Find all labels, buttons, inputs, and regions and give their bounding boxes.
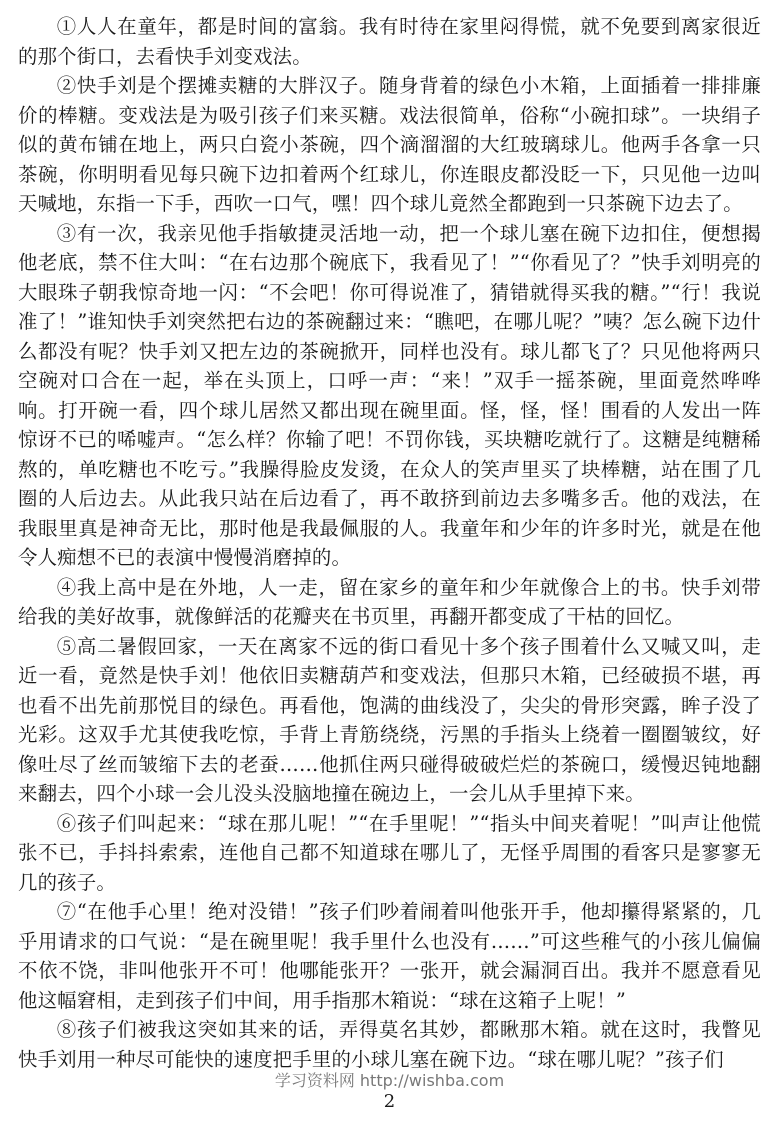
paragraph-1: ①人人在童年，都是时间的富翁。我有时待在家里闷得慌，就不免要到离家很近的那个街口，去看快手刘变戏法。 — [18, 15, 761, 68]
paragraph-3: ③有一次，我亲见他手指敏捷灵活地一动，把一个球儿塞在碗下边扣住，便想揭他老底，禁不住大叫：“在右边那个碗底下，我看见了！”“你看见了？”快手刘明亮的大眼珠子朝我惊奇地一闪：“不会吧！你可得说准了，猜错就得买我的糖。”“行！我说准了！”谁知快手刘突然把右边的茶碗翻过来：“瞧吧，在哪儿呢？”咦？怎么碗下边什么都没有呢？快手刘又把左边的茶碗掀开，同样也没有。球儿都飞了？只见他将两只空碗对口合在一起，举在头顶上，口呼一声：“来！”双手一摇茶碗，里面竟然哗哗响。打开碗一看，四个球儿居然又都出现在碗里面。怪，怪，怪！围看的人发出一阵惊讶不已的唏嘘声。“怎么样？你输了吧！不罚你钱，买块糖吃就行了。这糖是纯糖稀熬的，单吃糖也不吃亏。”我臊得脸皮发烫，在众人的笑声里买了块棒糖，站在围了几圈的人后边去。从此我只站在后边看了，再不敢挤到前边去多嘴多舌。他的戏法，在我眼里真是神奇无比，那时他是我最佩服的人。我童年和少年的许多时光，就是在他令人痴想不已的表演中慢慢消磨掉的。 — [18, 221, 761, 569]
paragraph-5: ⑤高二暑假回家，一天在离家不远的街口看见十多个孩子围着什么又喊又叫，走近一看，竟然是快手刘！他依旧卖糖葫芦和变戏法，但那只木箱，已经破损不堪，再也看不出先前那悦目的绿色。再看他，饱满的曲线没了，尖尖的骨形突露，眸子没了光彩。这双手尤其使我吃惊，手背上青筋绕绕，污黑的手指头上绕着一圈圈皱纹，好像吐尽了丝而皱缩下去的老蚕……他抓住两只碰得破破烂烂的茶碗口，缓慢迟钝地翻来翻去，四个小球一会儿没头没脑地撞在碗边上，一会儿从手里掉下来。 — [18, 634, 761, 805]
paragraph-4: ④我上高中是在外地，人一走，留在家乡的童年和少年就像合上的书。快手刘带给我的美好故事，就像鲜活的花瓣夹在书页里，再翻开都变成了干枯的回忆。 — [18, 575, 761, 628]
paragraph-2: ②快手刘是个摆摊卖糖的大胖汉子。随身背着的绿色小木箱，上面插着一排排廉价的棒糖。变戏法是为吸引孩子们来买糖。戏法很简单，俗称“小碗扣球”。一块绢子似的黄布铺在地上，两只白瓷小茶碗，四个滴溜溜的大红玻璃球儿。他两手各拿一只茶碗，你明明看见每只碗下边扣着两个红球儿，你连眼皮都没眨一下，只见他一边叫天喊地，东指一下手，西吹一口气，嘿！四个球儿竟然全都跑到一只茶碗下边去了。 — [18, 74, 761, 215]
paragraph-8: ⑧孩子们被我这突如其来的话，弄得莫名其妙，都瞅那木箱。就在这时，我瞥见快手刘用一种尽可能快的速度把手里的小球儿塞在碗下边。“球在哪儿呢？”孩子们 — [18, 1018, 761, 1071]
page-number: 2 — [383, 1091, 396, 1112]
paragraph-7: ⑦“在他手心里！绝对没错！”孩子们吵着闹着叫他张开手，他却攥得紧紧的，几乎用请求的口气说：“是在碗里呢！我手里什么也没有……”可这些稚气的小孩儿偏偏不依不饶，非叫他张开不可！他哪能张开？一张开，就会漏洞百出。我并不愿意看见他这幅窘相，走到孩子们中间，用手指那木箱说：“球在这箱子上呢！” — [18, 900, 761, 1012]
paragraph-6: ⑥孩子们叫起来：“球在那儿呢！”“在手里呢！”“指头中间夹着呢！”叫声让他慌张不已，手抖抖索索，连他自己都不知道球在哪儿了，无怪乎周围的看客只是寥寥无几的孩子。 — [18, 811, 761, 894]
watermark-footer: 学习资料网 http://wishba.com — [274, 1071, 505, 1090]
article-body — [18, 12, 761, 1074]
